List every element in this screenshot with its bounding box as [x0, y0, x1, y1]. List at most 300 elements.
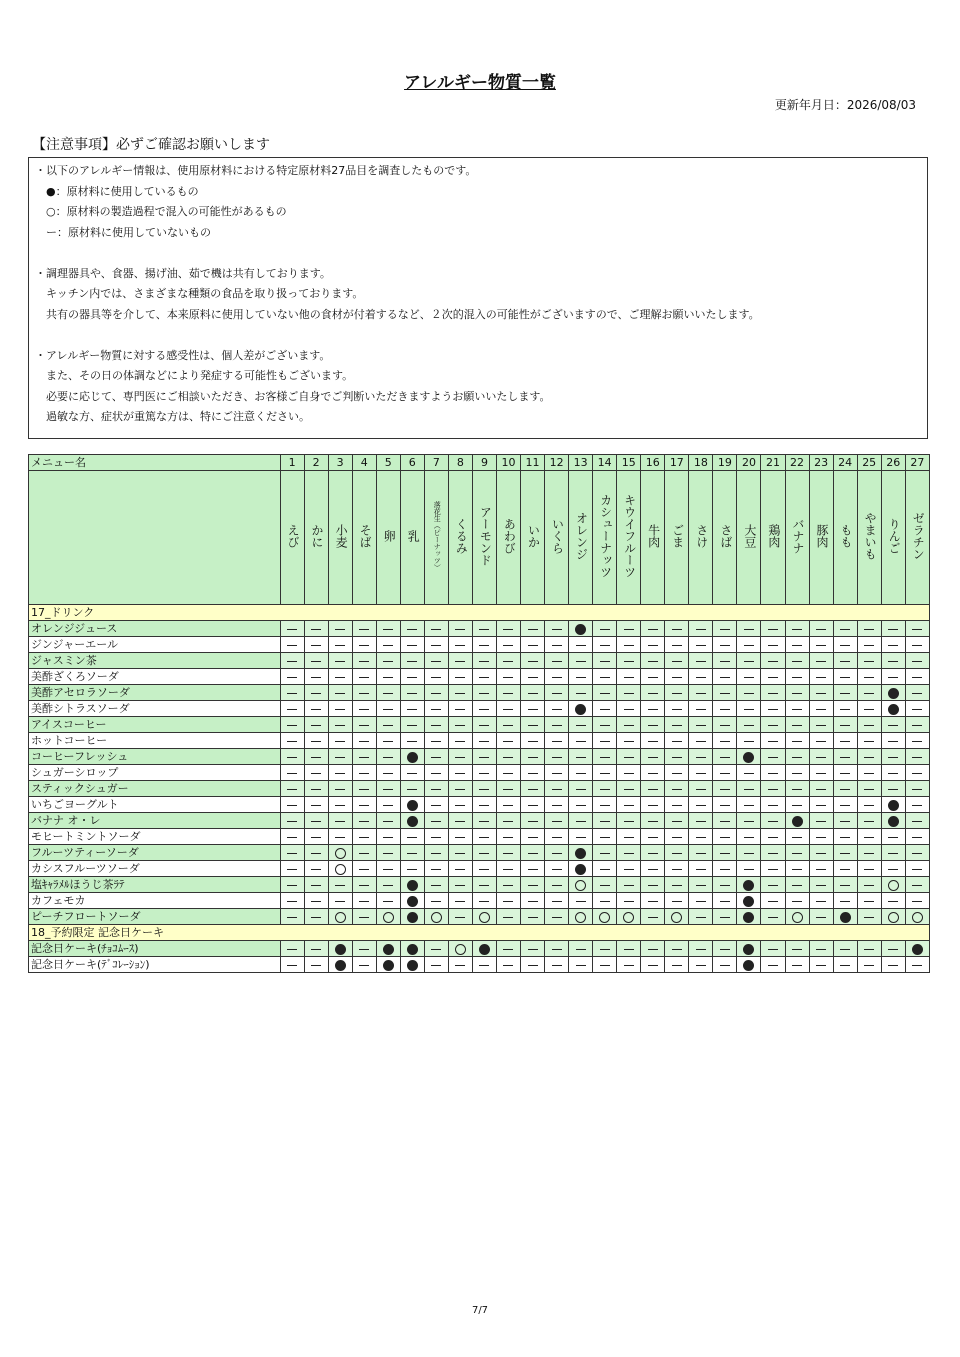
allergen-cell — [352, 957, 376, 973]
allergen-cell — [713, 621, 737, 637]
not-used-mark — [624, 965, 634, 966]
not-used-mark — [287, 885, 297, 886]
allergen-cell — [809, 829, 833, 845]
allergen-cell — [905, 701, 929, 717]
notice-line: ー：原材料に使用していないもの — [35, 225, 211, 239]
allergen-cell — [689, 685, 713, 701]
not-used-mark — [696, 821, 706, 822]
allergen-cell — [809, 781, 833, 797]
not-used-mark — [383, 693, 393, 694]
not-used-mark — [720, 677, 730, 678]
allergen-cell — [569, 829, 593, 845]
not-used-mark — [648, 629, 658, 630]
not-used-mark — [576, 741, 586, 742]
allergen-cell — [833, 669, 857, 685]
not-used-mark — [455, 917, 465, 918]
allergen-cell — [857, 701, 881, 717]
allergen-cell — [280, 893, 304, 909]
allergen-cell — [617, 861, 641, 877]
contains-mark — [383, 944, 394, 955]
allergen-cell — [665, 829, 689, 845]
not-used-mark — [359, 821, 369, 822]
not-used-mark — [359, 661, 369, 662]
allergen-cell — [448, 941, 472, 957]
not-used-mark — [624, 645, 634, 646]
allergen-cell — [617, 701, 641, 717]
allergen-cell — [761, 653, 785, 669]
allergen-cell — [424, 781, 448, 797]
allergen-cell — [521, 621, 545, 637]
allergen-name: かに — [310, 524, 325, 548]
allergen-cell — [424, 733, 448, 749]
allergen-cell — [304, 637, 328, 653]
allergen-cell — [785, 621, 809, 637]
contains-mark — [575, 624, 586, 635]
not-used-mark — [552, 709, 562, 710]
allergen-cell — [665, 893, 689, 909]
not-used-mark — [311, 661, 321, 662]
not-used-mark — [864, 837, 874, 838]
allergen-cell — [905, 749, 929, 765]
allergen-cell — [448, 813, 472, 829]
allergen-cell — [617, 637, 641, 653]
not-used-mark — [431, 821, 441, 822]
not-used-mark — [672, 645, 682, 646]
allergen-cell — [617, 685, 641, 701]
notice-line: ・調理器具や、食器、揚げ油、茹で機は共有しております。 — [35, 266, 331, 280]
allergen-cell — [304, 733, 328, 749]
allergen-cell — [545, 621, 569, 637]
not-used-mark — [720, 725, 730, 726]
not-used-mark — [672, 741, 682, 742]
allergen-cell — [448, 637, 472, 653]
allergen-cell — [328, 861, 352, 877]
allergen-cell — [304, 877, 328, 893]
not-used-mark — [816, 853, 826, 854]
not-used-mark — [792, 789, 802, 790]
not-used-mark — [431, 725, 441, 726]
allergen-cell — [280, 733, 304, 749]
allergen-cell — [617, 781, 641, 797]
not-used-mark — [864, 949, 874, 950]
allergen-cell — [737, 797, 761, 813]
not-used-mark — [455, 629, 465, 630]
not-used-mark — [287, 741, 297, 742]
not-used-mark — [455, 837, 465, 838]
allergen-cell — [545, 781, 569, 797]
not-used-mark — [816, 645, 826, 646]
not-used-mark — [696, 693, 706, 694]
not-used-mark — [335, 629, 345, 630]
not-used-mark — [335, 725, 345, 726]
not-used-mark — [768, 869, 778, 870]
not-used-mark — [672, 773, 682, 774]
allergen-cell — [785, 701, 809, 717]
allergen-cell — [689, 877, 713, 893]
allergen-cell — [881, 877, 905, 893]
not-used-mark — [624, 805, 634, 806]
allergen-cell — [472, 861, 496, 877]
allergen-cell — [304, 765, 328, 781]
allergen-cell — [472, 781, 496, 797]
not-used-mark — [768, 709, 778, 710]
not-used-mark — [479, 661, 489, 662]
allergen-cell — [881, 957, 905, 973]
allergen-cell — [328, 621, 352, 637]
allergen-cell — [833, 909, 857, 925]
not-used-mark — [792, 853, 802, 854]
allergen-cell — [545, 845, 569, 861]
allergen-cell — [833, 765, 857, 781]
not-used-mark — [383, 741, 393, 742]
allergen-cell — [376, 749, 400, 765]
not-used-mark — [311, 773, 321, 774]
not-used-mark — [672, 757, 682, 758]
allergen-cell — [280, 877, 304, 893]
allergen-name: バナナ — [790, 518, 805, 554]
not-used-mark — [359, 677, 369, 678]
not-used-mark — [672, 949, 682, 950]
allergen-cell — [737, 941, 761, 957]
notice-line: また、その日の体調などにより発症する可能性もございます。 — [35, 369, 354, 382]
category-row — [29, 605, 930, 621]
not-used-mark — [864, 853, 874, 854]
not-used-mark — [840, 789, 850, 790]
allergen-cell — [448, 797, 472, 813]
allergen-cell — [689, 957, 713, 973]
allergen-cell — [641, 813, 665, 829]
not-used-mark — [600, 789, 610, 790]
allergen-cell — [905, 957, 929, 973]
not-used-mark — [864, 693, 874, 694]
not-used-mark — [431, 965, 441, 966]
allergen-cell — [737, 845, 761, 861]
allergen-cell — [448, 829, 472, 845]
allergen-cell — [352, 621, 376, 637]
allergen-cell — [905, 781, 929, 797]
not-used-mark — [864, 869, 874, 870]
allergen-cell — [809, 749, 833, 765]
not-used-mark — [744, 821, 754, 822]
page-number: 7/7 — [471, 1305, 489, 1316]
allergen-cell — [545, 653, 569, 669]
not-used-mark — [624, 869, 634, 870]
not-used-mark — [407, 661, 417, 662]
not-used-mark — [431, 949, 441, 950]
contains-mark — [792, 816, 803, 827]
contains-mark — [912, 944, 923, 955]
not-used-mark — [864, 757, 874, 758]
not-used-mark — [744, 677, 754, 678]
allergen-cell — [352, 781, 376, 797]
table-row — [29, 813, 930, 829]
may-contain-mark — [383, 912, 394, 923]
allergen-name-cell — [905, 471, 929, 605]
allergen-cell — [400, 797, 424, 813]
not-used-mark — [383, 869, 393, 870]
allergen-cell — [496, 861, 520, 877]
notice-line: 共有の器具等を介して、本来原料に使用していない他の食材が付着するなど、２次的混入の可能性がございますので、ご理解お願いいたします。 — [35, 307, 760, 321]
not-used-mark — [287, 629, 297, 630]
not-used-mark — [672, 725, 682, 726]
not-used-mark — [600, 693, 610, 694]
allergen-cell — [689, 621, 713, 637]
not-used-mark — [287, 725, 297, 726]
allergen-cell — [905, 685, 929, 701]
not-used-mark — [576, 821, 586, 822]
allergen-cell — [785, 685, 809, 701]
allergen-cell — [905, 813, 929, 829]
not-used-mark — [768, 805, 778, 806]
allergen-name: あわび — [502, 518, 517, 554]
allergen-cell — [833, 957, 857, 973]
not-used-mark — [383, 709, 393, 710]
not-used-mark — [816, 869, 826, 870]
not-used-mark — [287, 917, 297, 918]
not-used-mark — [648, 773, 658, 774]
notice-line — [35, 243, 921, 264]
allergen-cell — [689, 781, 713, 797]
allergen-cell — [328, 749, 352, 765]
allergen-cell — [833, 845, 857, 861]
not-used-mark — [600, 965, 610, 966]
not-used-mark — [383, 725, 393, 726]
not-used-mark — [912, 629, 922, 630]
not-used-mark — [552, 837, 562, 838]
allergen-cell — [280, 765, 304, 781]
allergen-cell — [352, 829, 376, 845]
not-used-mark — [744, 789, 754, 790]
allergen-cell — [280, 781, 304, 797]
updated-date: 更新年月日：2026/08/03 — [774, 98, 916, 112]
not-used-mark — [840, 629, 850, 630]
not-used-mark — [816, 773, 826, 774]
allergen-cell — [617, 653, 641, 669]
allergen-cell — [424, 797, 448, 813]
not-used-mark — [840, 773, 850, 774]
not-used-mark — [816, 789, 826, 790]
allergen-cell — [665, 941, 689, 957]
not-used-mark — [335, 757, 345, 758]
allergen-cell — [545, 829, 569, 845]
not-used-mark — [864, 741, 874, 742]
not-used-mark — [287, 789, 297, 790]
not-used-mark — [455, 853, 465, 854]
not-used-mark — [624, 885, 634, 886]
may-contain-mark — [479, 912, 490, 923]
allergen-cell — [352, 733, 376, 749]
not-used-mark — [696, 917, 706, 918]
allergen-name: さけ — [694, 524, 709, 548]
allergen-cell — [857, 717, 881, 733]
notice-line: ○：原材料の製造過程で混入の可能性があるもの — [35, 205, 287, 218]
not-used-mark — [696, 885, 706, 886]
allergen-cell — [424, 941, 448, 957]
not-used-mark — [912, 741, 922, 742]
allergen-number: 17 — [665, 455, 689, 471]
not-used-mark — [720, 965, 730, 966]
not-used-mark — [528, 917, 538, 918]
not-used-mark — [383, 837, 393, 838]
allergen-cell — [641, 621, 665, 637]
allergen-cell — [304, 957, 328, 973]
allergen-cell — [881, 781, 905, 797]
allergen-name-cell — [496, 471, 520, 605]
not-used-mark — [311, 869, 321, 870]
allergen-cell — [833, 637, 857, 653]
not-used-mark — [479, 773, 489, 774]
allergen-cell — [352, 813, 376, 829]
allergen-cell — [713, 845, 737, 861]
not-used-mark — [600, 885, 610, 886]
not-used-mark — [768, 629, 778, 630]
allergen-cell — [496, 653, 520, 669]
not-used-mark — [816, 709, 826, 710]
not-used-mark — [816, 965, 826, 966]
allergen-cell — [641, 749, 665, 765]
not-used-mark — [552, 965, 562, 966]
not-used-mark — [648, 693, 658, 694]
allergen-cell — [328, 733, 352, 749]
not-used-mark — [479, 853, 489, 854]
not-used-mark — [576, 789, 586, 790]
allergen-cell — [304, 749, 328, 765]
allergen-cell — [905, 941, 929, 957]
allergen-cell — [641, 957, 665, 973]
not-used-mark — [672, 837, 682, 838]
not-used-mark — [720, 837, 730, 838]
allergen-cell — [737, 861, 761, 877]
allergen-cell — [881, 765, 905, 781]
not-used-mark — [648, 789, 658, 790]
allergen-cell — [737, 669, 761, 685]
allergen-cell — [785, 653, 809, 669]
allergen-cell — [905, 621, 929, 637]
not-used-mark — [696, 629, 706, 630]
not-used-mark — [624, 773, 634, 774]
allergen-cell — [352, 861, 376, 877]
not-used-mark — [407, 789, 417, 790]
not-used-mark — [503, 645, 513, 646]
allergen-cell — [881, 813, 905, 829]
not-used-mark — [576, 757, 586, 758]
allergen-cell — [280, 669, 304, 685]
allergen-cell — [761, 717, 785, 733]
allergen-cell — [376, 957, 400, 973]
allergen-cell — [472, 797, 496, 813]
not-used-mark — [840, 725, 850, 726]
allergen-cell — [617, 621, 641, 637]
not-used-mark — [479, 677, 489, 678]
allergen-cell — [785, 861, 809, 877]
allergen-cell — [569, 749, 593, 765]
allergen-cell — [280, 829, 304, 845]
notice-line: ・アレルギー物質に対する感受性は、個人差がございます。 — [35, 348, 331, 362]
not-used-mark — [383, 773, 393, 774]
allergen-name: そば — [358, 524, 373, 548]
allergen-cell — [545, 669, 569, 685]
not-used-mark — [600, 901, 610, 902]
not-used-mark — [912, 901, 922, 902]
category-label: 18_予約限定 記念日ケーキ — [29, 925, 930, 941]
allergen-name-cell — [809, 471, 833, 605]
not-used-mark — [359, 773, 369, 774]
not-used-mark — [528, 805, 538, 806]
allergen-name: オレンジ — [574, 512, 589, 560]
allergen-cell — [785, 845, 809, 861]
not-used-mark — [864, 821, 874, 822]
allergen-cell — [376, 653, 400, 669]
not-used-mark — [359, 757, 369, 758]
not-used-mark — [840, 901, 850, 902]
not-used-mark — [287, 805, 297, 806]
allergen-cell — [545, 749, 569, 765]
table-row — [29, 877, 930, 893]
allergen-cell — [304, 845, 328, 861]
not-used-mark — [311, 853, 321, 854]
not-used-mark — [407, 869, 417, 870]
allergen-cell — [328, 957, 352, 973]
allergen-cell — [472, 941, 496, 957]
not-used-mark — [696, 805, 706, 806]
table-row — [29, 941, 930, 957]
not-used-mark — [359, 965, 369, 966]
not-used-mark — [888, 853, 898, 854]
allergen-cell — [761, 909, 785, 925]
allergen-cell — [665, 957, 689, 973]
allergen-cell — [689, 861, 713, 877]
allergen-name-cell — [881, 471, 905, 605]
allergen-cell — [593, 637, 617, 653]
allergen-cell — [713, 861, 737, 877]
allergen-cell — [304, 781, 328, 797]
allergen-cell — [785, 829, 809, 845]
allergen-cell — [376, 845, 400, 861]
allergen-cell — [448, 733, 472, 749]
not-used-mark — [528, 677, 538, 678]
not-used-mark — [431, 773, 441, 774]
not-used-mark — [479, 869, 489, 870]
not-used-mark — [792, 869, 802, 870]
menu-item-name: 美酢シトラスソーダ — [29, 701, 281, 717]
allergen-cell — [496, 685, 520, 701]
allergen-cell — [881, 733, 905, 749]
allergen-number: 1 — [280, 455, 304, 471]
contains-mark — [407, 880, 418, 891]
not-used-mark — [624, 821, 634, 822]
may-contain-mark — [888, 880, 899, 891]
allergen-cell — [833, 893, 857, 909]
allergen-cell — [737, 893, 761, 909]
allergen-cell — [785, 717, 809, 733]
allergen-cell — [400, 733, 424, 749]
allergen-cell — [761, 685, 785, 701]
table-row — [29, 765, 930, 781]
allergen-cell — [569, 621, 593, 637]
not-used-mark — [624, 949, 634, 950]
allergen-cell — [448, 717, 472, 733]
allergen-cell — [352, 669, 376, 685]
allergen-cell — [424, 669, 448, 685]
not-used-mark — [624, 837, 634, 838]
not-used-mark — [383, 885, 393, 886]
not-used-mark — [455, 709, 465, 710]
not-used-mark — [287, 773, 297, 774]
allergen-cell — [521, 845, 545, 861]
allergen-cell — [761, 893, 785, 909]
may-contain-mark — [575, 912, 586, 923]
allergen-cell — [713, 957, 737, 973]
